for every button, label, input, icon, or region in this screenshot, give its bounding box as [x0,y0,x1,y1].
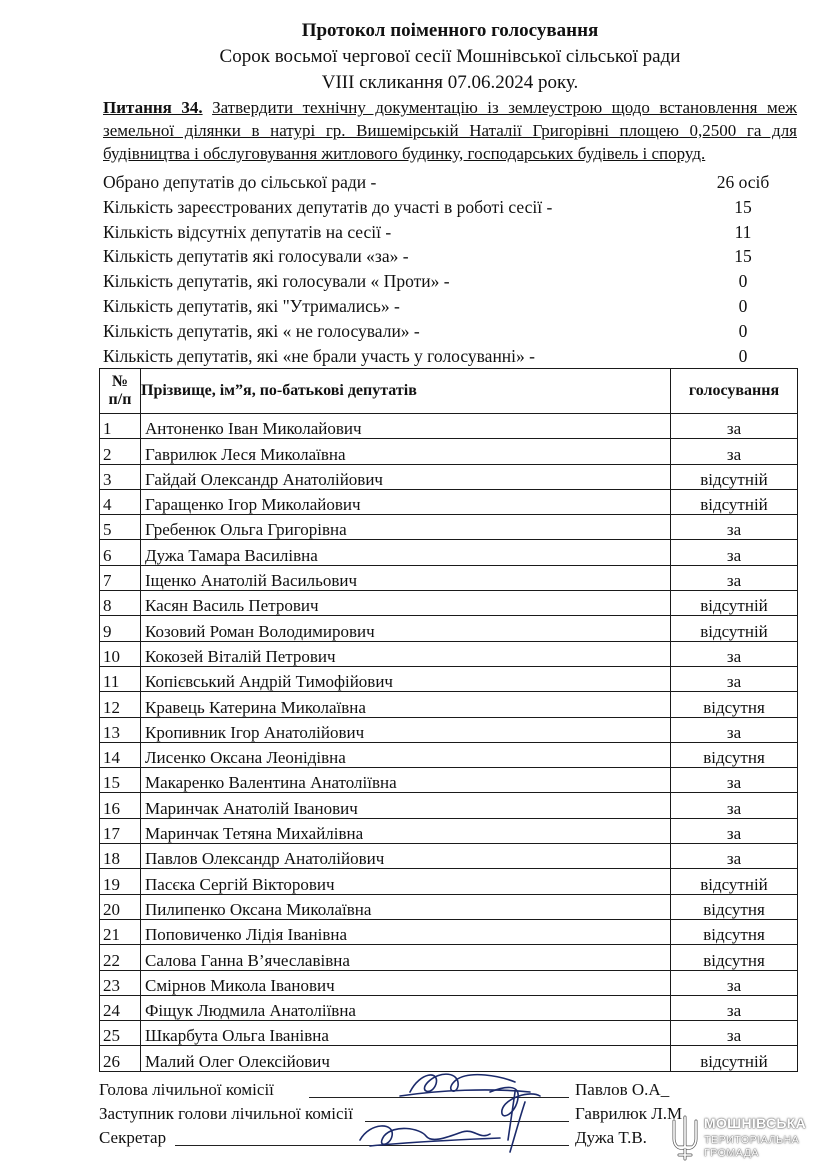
row-number: 22 [100,945,141,970]
count-row [103,294,803,319]
table-row [100,919,798,944]
count-value: 15 [734,246,752,267]
roll-call-table [99,368,798,1072]
question-number: Питання 34. [103,98,203,117]
deputy-name: Кравець Катерина Миколаївна [141,692,671,717]
deputy-name: Макаренко Валентина Анатоліївна [141,768,671,793]
table-row [100,844,798,869]
row-number: 19 [100,869,141,894]
vote-result: відсутня [671,692,798,717]
count-label: Кількість депутатів, які « не голосували» - [103,320,420,341]
deputy-name: Лисенко Оксана Леонідівна [141,742,671,767]
table-row [100,641,798,666]
count-row [103,269,803,294]
count-value: 0 [738,295,748,316]
vote-result: відсутній [671,464,798,489]
count-value: 0 [738,320,748,341]
vote-result: за [671,1021,798,1046]
vote-result: за [671,793,798,818]
count-label: Кількість відсутніх депутатів на сесії - [103,221,392,242]
table-body [100,414,798,1072]
vote-result: за [671,768,798,793]
count-value: 0 [738,271,748,292]
question-text: Затвердити технічну документацію із землеустрою щодо встановлення меж земельної ділянки в натурі гр. Вишемірській Наталії Григорівні площею 0,2500 га для будівництва і обслуговування житлового будинку, господарських будівель і споруд. [103,98,798,163]
row-number: 26 [100,1046,141,1071]
count-row [103,170,803,195]
vote-result: за [671,565,798,590]
row-number: 9 [100,616,141,641]
table-row [100,1021,798,1046]
count-label: Кількість депутатів, які голосували « Проти» - [103,271,450,292]
convocation-date-line: VIII скликання 07.06.2024 року. [321,72,579,93]
table-row [100,489,798,514]
vote-result: за [671,414,798,439]
table-row [100,666,798,691]
count-value: 15 [734,196,752,217]
count-value: 0 [738,345,748,366]
signatory-name: Гаврилюк Л.М. [575,1104,687,1123]
handwritten-signatures [340,1062,580,1162]
row-number: 1 [100,414,141,439]
vote-result: відсутня [671,894,798,919]
deputy-name: Гаращенко Ігор Миколайович [141,489,671,514]
deputy-name: Кропивник Ігор Анатолійович [141,717,671,742]
deputy-name: Копієвський Андрій Тимофійович [141,666,671,691]
table-row [100,945,798,970]
table-row [100,515,798,540]
column-header-number [100,369,141,414]
row-number: 8 [100,591,141,616]
table-row [100,768,798,793]
logo-subtitle-line1: ТЕРИТОРІАЛЬНА [704,1134,800,1146]
count-row [103,319,803,344]
deputy-name: Гаврилюк Леся Миколаївна [141,439,671,464]
vote-result: за [671,540,798,565]
signatory-role: Голова лічильної комісії [99,1080,274,1099]
deputy-name: Малий Олег Олексійович [141,1046,671,1071]
table-row [100,995,798,1020]
count-row [103,344,803,369]
vote-result: відсутня [671,945,798,970]
column-header-vote: голосування [671,369,798,414]
deputy-name: Гребенюк Ольга Григорівна [141,515,671,540]
table-row [100,742,798,767]
deputy-name: Салова Ганна В’ячеславівна [141,945,671,970]
count-row [103,195,803,220]
vote-result: за [671,818,798,843]
signatory-role: Заступник голови лічильної комісії [99,1104,354,1123]
deputy-name: Фіщук Людмила Анатоліївна [141,995,671,1020]
row-number: 21 [100,919,141,944]
header-number-abbr: п/п [108,391,132,408]
table-row [100,894,798,919]
row-number: 20 [100,894,141,919]
row-number: 11 [100,666,141,691]
deputy-name: Поповиченко Лідія Іванівна [141,919,671,944]
signatory-name: Дужа Т.В. [575,1128,647,1147]
deputy-name: Маринчак Тетяна Михайлівна [141,818,671,843]
deputy-name: Іщенко Анатолій Васильович [141,565,671,590]
row-number: 24 [100,995,141,1020]
signatory-role: Секретар [99,1128,167,1147]
signatory-name: Павлов О.А_ [575,1080,670,1099]
table-row [100,818,798,843]
logo-subtitle-line2: ГРОМАДА [704,1147,760,1159]
column-header-name: Прізвище, ім”я, по-батькові депутатів [141,369,671,414]
vote-result: за [671,717,798,742]
deputy-name: Пасєка Сергій Вікторович [141,869,671,894]
row-number: 13 [100,717,141,742]
count-row [103,244,803,269]
row-number: 15 [100,768,141,793]
row-number: 7 [100,565,141,590]
vote-result: за [671,641,798,666]
count-value: 11 [734,221,752,242]
document-title: Протокол поіменного голосування [301,20,599,41]
row-number: 4 [100,489,141,514]
count-label: Кількість депутатів, які «не брали участь у голосуванні» - [103,345,535,366]
row-number: 16 [100,793,141,818]
deputy-name: Гайдай Олександр Анатолійович [141,464,671,489]
vote-result: відсутній [671,591,798,616]
row-number: 25 [100,1021,141,1046]
vote-result: за [671,439,798,464]
row-number: 12 [100,692,141,717]
deputy-name: Павлов Олександр Анатолійович [141,844,671,869]
table-row [100,540,798,565]
table-row [100,869,798,894]
header-number-symbol: № [111,373,129,390]
count-label: Кількість депутатів, які "Утримались» - [103,295,400,316]
deputy-name: Касян Василь Петрович [141,591,671,616]
deputy-name: Дужа Тамара Василівна [141,540,671,565]
table-header-row [100,369,798,414]
table-row [100,717,798,742]
vote-result: за [671,515,798,540]
vote-result: за [671,970,798,995]
table-row [100,970,798,995]
vote-result: відсутній [671,489,798,514]
table-row [100,793,798,818]
table-row [100,692,798,717]
count-row [103,220,803,245]
row-number: 17 [100,818,141,843]
count-label: Обрано депутатів до сільської ради - [103,172,377,192]
count-label: Кількість депутатів які голосували «за» - [103,246,409,267]
row-number: 14 [100,742,141,767]
row-number: 2 [100,439,141,464]
deputy-name: Шкарбута Ольга Іванівна [141,1021,671,1046]
vote-counts [103,170,803,368]
table-row [100,616,798,641]
row-number: 5 [100,515,141,540]
table-row [100,464,798,489]
vote-result: відсутній [671,616,798,641]
vote-result: за [671,844,798,869]
row-number: 3 [100,464,141,489]
deputy-name: Маринчак Анатолій Іванович [141,793,671,818]
vote-result: відсутній [671,1046,798,1071]
logo-brand-text: МОШНІВСЬКА [704,1115,807,1131]
row-number: 18 [100,844,141,869]
row-number: 6 [100,540,141,565]
count-label: Кількість зареєстрованих депутатів до участі в роботі сесії - [103,196,553,217]
table-row [100,565,798,590]
table-row [100,414,798,439]
vote-result: за [671,666,798,691]
deputy-name: Антоненко Іван Миколайович [141,414,671,439]
row-number: 10 [100,641,141,666]
table-row [100,591,798,616]
session-line: Сорок восьмої чергової сесії Мошнівської сільської ради [219,46,681,67]
vote-result: відсутня [671,919,798,944]
community-logo [664,1114,814,1164]
row-number: 23 [100,970,141,995]
deputy-name: Кокозей Віталій Петрович [141,641,671,666]
vote-result: відсутній [671,869,798,894]
question-block [103,96,797,165]
count-value: 26 осіб [716,172,770,192]
deputy-name: Пилипенко Оксана Миколаївна [141,894,671,919]
tryzub-icon [668,1115,702,1163]
table-row [100,439,798,464]
vote-result: за [671,995,798,1020]
vote-result: відсутня [671,742,798,767]
deputy-name: Смірнов Микола Іванович [141,970,671,995]
deputy-name: Козовий Роман Володимирович [141,616,671,641]
